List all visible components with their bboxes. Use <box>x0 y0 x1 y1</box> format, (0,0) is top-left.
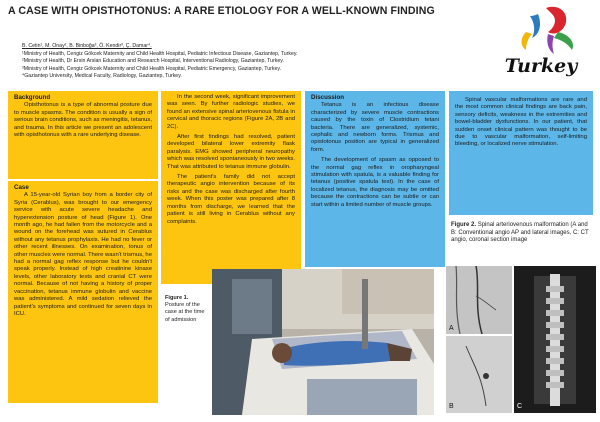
background-section <box>8 91 158 179</box>
case-text: A 15-year-old Syrian boy from a border city of Syria (Cerablus), was brought to our emergency service with acute severe headache and hyperextension posture of head (Figure 1). One month ago, he had fallen from the motorcycle and a wound on the forehead was sutured in Cerablus without any tetanus prophylaxis. He had no fever or other recent illnesses. On examination, tonus of other muscles were normal. There wasn't trismus, he had a normal gag reflex response but he couldn't speak properly. Instead of high creatinine kinase levels, other laboratory tests and cranial CT were normal. Because of not having a history of proper vaccination, tetanus immune globulin and vaccine was administered. A mild sedation relieved the patient's symptoms and continued for seven days in ICU. <box>14 192 152 317</box>
poster-title: A CASE WITH OPISTHOTONUS: A RARE ETIOLOGY FOR A WELL-KNOWN FINDING <box>8 5 435 17</box>
case-section <box>8 181 158 403</box>
author-names: B. Cetin¹, M. Onay², B. Binboğa³, Ö. Kendir³, Ç. Damar⁴. <box>22 43 152 49</box>
background-heading: Background <box>14 94 51 101</box>
course-paragraph-3: The patient's family did not accept therapeutic angio intervention because of its risks and the case was discharged after fourth week. When this poster was prepared after 8 months from discharge, we learned that the patient is still living in Cerablus without any complaints. <box>167 174 295 225</box>
affiliation-4: ⁴Gaziantep University, Medical Faculty, Radiology, Gaziantep, Turkey. <box>22 73 182 80</box>
panel-a-label: A <box>449 325 454 332</box>
spinal-text: Spinal vascular malformations are rare and the most common clinical findings are back pain, sensory deficits, weakness in the extremities and bowel-bladder dysfunctions. In our patient, that sudden onset clinical pattern was thought to be due to vascular malformation, self-limiting bleeding, or localized nerve stimulation. <box>455 97 587 148</box>
discussion-section <box>305 91 445 267</box>
figure-1-caption <box>165 295 209 324</box>
affiliation-1: ¹Ministry of Health, Cengiz Gökcek Maternity and Child Health Hospital, Pediatric Infectious Disease, Gaziantep, Turkey. <box>22 50 298 57</box>
figure-2-label: Figure 2. <box>451 222 477 228</box>
panel-c-label: C <box>517 403 523 410</box>
logo-tulip-red <box>546 7 566 34</box>
course-paragraph-2: After first findings had resolved, patient developed bilateral lower extremity flask paralysis. EMG showed peripheral neuropathy which was resolved spontaneously in two weeks. That was attributed to tetanus immune globulin. <box>167 134 295 170</box>
figure-1-text: Posture of the case at the time of admission <box>165 302 205 323</box>
figure-2-images <box>446 266 596 413</box>
logo-tulip-green <box>554 32 573 50</box>
figure-2-text: Spinal arteriovenous malformation (A and B: Conventional angio AP and lateral images, C: CT angio, coronal section image <box>451 222 589 244</box>
figure-1-label: Figure 1. <box>165 295 189 301</box>
figure-2-caption <box>451 222 593 245</box>
background-text: Opisthotonus is a type of abnormal posture due to muscle spasms. The condition is usually a sign of serious brain conditions, such as meningitis, tetanus, and trauma. In this article we present an adolescent with opisthotonus with a rare underlying disease. <box>14 102 152 139</box>
author-block <box>22 43 462 81</box>
course-paragraph-1: In the second week, significant improvement was seen. By further radiologic studies, we found an extensive spinal arteriovenous fistula in cervical and thoracic regions (Figure 2A, 2B and 2C). <box>167 94 295 130</box>
discussion-heading: Discussion <box>311 94 345 101</box>
course-section <box>161 91 301 284</box>
discussion-paragraph-2: The development of spasm as opposed to the normal gag reflex in oropharyngeal stimulation with spatula, is a valuable finding for tetanus (positive spatula test). In the case of localized tetanus, the diagnosis may be omitted because the contractions can be subtle or can start within a limited number of muscle groups. <box>311 157 439 208</box>
affiliation-3: ³Ministry of Health, Cengiz Gökcek Maternity and Child Health Hospital, Pediatric Emergency, Gaziantep, Turkey. <box>22 65 282 72</box>
figure-1-photo <box>212 269 434 415</box>
spinal-section <box>449 91 593 215</box>
panel-b-image <box>446 336 512 413</box>
case-heading: Case <box>14 184 29 191</box>
turkey-logo <box>486 2 596 80</box>
affiliation-2: ²Ministry of Health, Dr Ersin Arslan Education and Research Hospital, Interventional Radiology, Gaziantep, Turkey. <box>22 58 284 65</box>
logo-tulip-purple <box>547 34 554 54</box>
discussion-paragraph-1: Tetanus is an infectious disease characterized by severe muscle contractions caused by the toxin of Clostridium tetani bacteria. There are generalized, systemic, cephalic and newborn forms. Trismus and opistotonus position are typical in generalized form. <box>311 102 439 153</box>
panel-b-label: B <box>449 403 454 410</box>
logo-tulip-yellow <box>522 32 533 50</box>
logo-text: Turkey <box>504 55 578 77</box>
